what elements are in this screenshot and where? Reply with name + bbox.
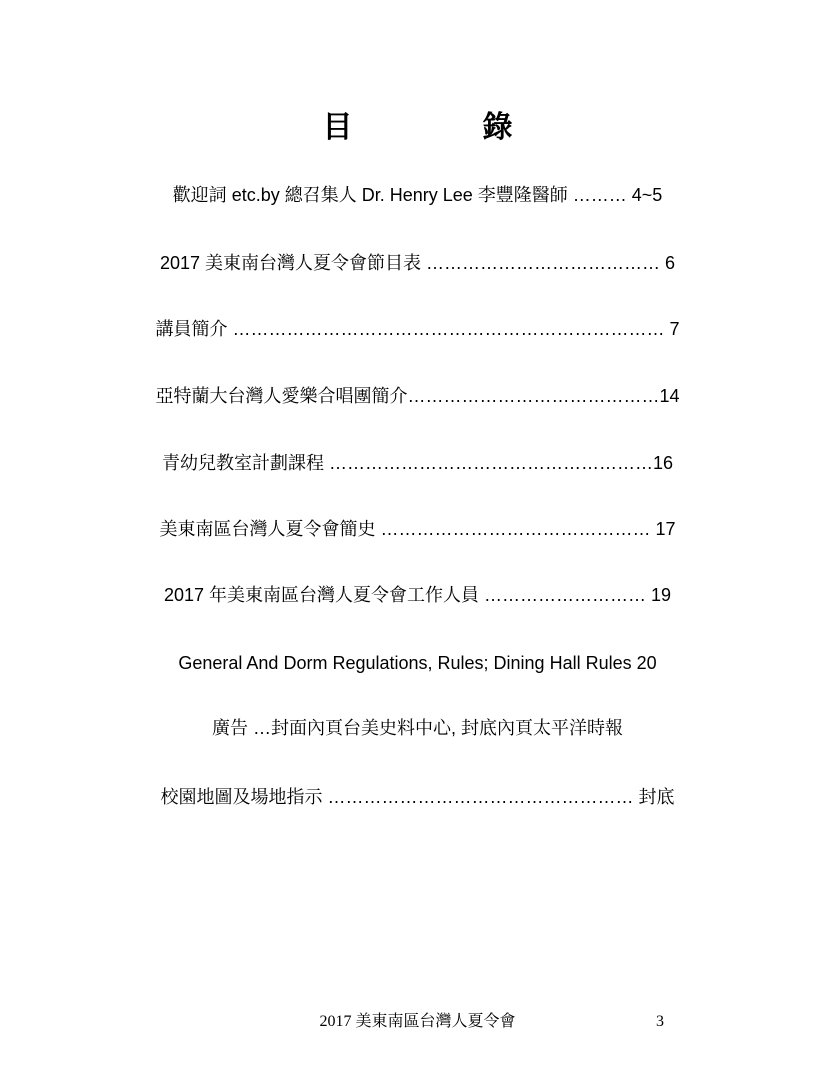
- page-number: 3: [656, 1013, 664, 1030]
- toc-entry-campus-map: 校園地圖及場地指示 …………………………………………… 封底: [160, 787, 675, 807]
- toc-entry-staff: 2017 年美東南區台灣人夏令會工作人員 ……………………… 19: [163, 585, 672, 605]
- toc-entry-speakers: 講員簡介 ……………………………………………………………… 7: [155, 319, 680, 339]
- toc-entry-choir: 亞特蘭大台灣人愛樂合唱團簡介……………………………………14: [155, 386, 680, 406]
- page-title: 目 錄: [322, 111, 563, 144]
- toc-entry-regulations: General And Dorm Regulations, Rules; Dining Hall Rules 20: [178, 653, 657, 673]
- toc-entry-program-schedule: 2017 美東南台灣人夏令會節目表 ………………………………… 6: [159, 253, 676, 273]
- toc-entry-welcome: 歡迎詞 etc.by 總召集人 Dr. Henry Lee 李豐隆醫師 ……… 4~5: [172, 185, 663, 205]
- toc-entry-youth-classes: 青幼兒教室計劃課程 ………………………………………………16: [161, 453, 674, 473]
- toc-entry-history: 美東南區台灣人夏令會簡史 ……………………………………… 17: [159, 519, 676, 539]
- toc-entry-advertisements: 廣告 …封面內頁台美史料中心, 封底內頁太平洋時報: [211, 718, 623, 738]
- footer-title: 2017 美東南區台灣人夏令會: [319, 1013, 516, 1030]
